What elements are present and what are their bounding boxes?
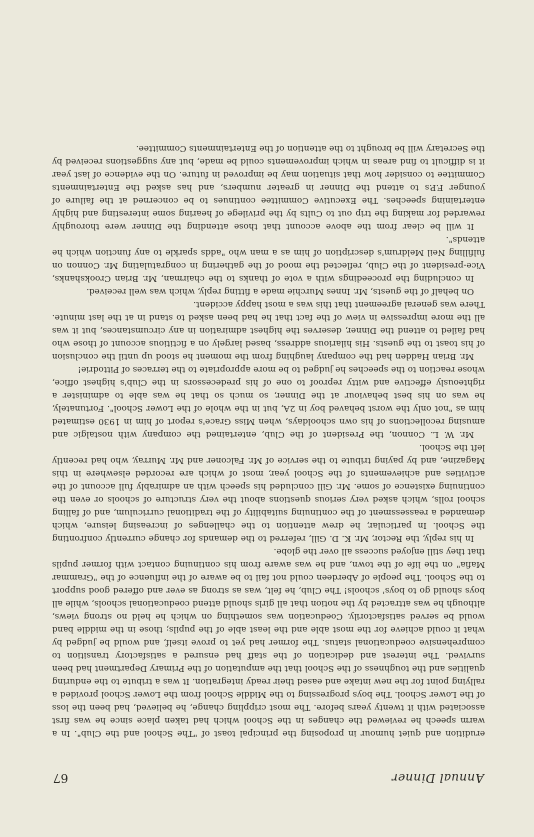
paragraph: Mr. Brian Hadden had the company laughing from the moment he stood up until the conclusion of his toast to the guests. His hilarious address, based largely on a fictitious account of those who had failed to attend the Dinner, deserves the highest admiration in any circumstances, but it was all the more impressive in view of the fact that he had been asked to stand in at the last minute. There was general agreement that this was a most happy accident. <box>52 299 485 361</box>
paragraph: Mr. W. L. Connon, the President of the Club, entertained the company with nostalgic and amusing recollections of his own schooldays, when Miss Grace's report of him in 1930 estimated him as "not only the worst behaved boy in 2A, but in the whole of the Lower School". Fortunately, he was on his best behaviour at the Dinner, so much so that he was able to administer a righteously effective and witty reproof to one of his predecessors in the Club's highest office, whose reaction to the speeches he judged to be more appropriate to the terraces of Pittodrie! <box>52 364 485 439</box>
paragraph: It will be clear from the above account that those attending the Dinner were thoroughly rewarded for making the trip out to Cults by the privilege of hearing some interesting and highly entertaining speeches. The Executive Committee continues to be concerned at the failure of younger F.P.s to attend the Dinner in greater numbers, and has asked the Entertainments Committee to consider how that situation may be improved in future. On the evidence of last year it is difficult to find areas in which improvements could be made, but any suggestions received by the Secretary will be brought to the attention of the Entertainments Committee. <box>52 143 485 231</box>
article-body <box>52 141 485 739</box>
page-number: 67 <box>53 771 69 785</box>
running-title: Annual Dinner <box>391 771 484 785</box>
paragraph: In concluding the proceedings with a vote of thanks to the chairman, Mr. Brian Crookshanks, Vice-president of the Club, reflected the mood of the gathering in congratulating Mr. Connon on fulfilling Neil Meldrum's description of him as a man who "adds sparkle to any function which he attends". <box>52 234 485 283</box>
paragraph: In his reply, the Rector, Mr. K. D. Gill, referred to the demands for change currently confronting the School. In particular, he drew attention to the challenges of increasing leisure, which demanded a reassessment of the continuing suitability of the traditional curriculum, and of falling school rolls, which asked very serious questions about the very structure of schools or even the continuing existence of some. Mr. Gill concluded his speech with an admirably full account of the activities and achievements of the School year, most of which are recorded elsewhere in this Magazine, and by paying tribute to the service of Mr. Falconer and Mr. Murray, who had recently left the School. <box>52 442 485 543</box>
paragraph: erudition and quiet humour in proposing the principal toast of "The School and the Club". In a warm speech he reviewed the changes in the School which had taken place since he was first associated with it twenty years before. The most crippling change, he believed, had been the loss of the Lower School. The boys progressing to the Middle School from the Lower School provided a rallying point for the new intake and eased their ready integration. It was a tribute to the enduring qualities and the toughness of the School that the amputation of the Primary Department had been survived. The interest and dedication of the staff had ensured a satisfactory transition to comprehensive coeducational status. The former had yet to prove itself, and would be judged by what it could achieve for the most able and the least able of the pupils; those in the middle band would be served satisfactorily. Coeducation was something on which he held no strong views, although he was attracted by the notion that all girls should attend coeducational schools, while all boys should go to boys' schools! The Club, he felt, was as strong as ever and offered good support to the School. The people of Aberdeen could not fail to be aware of the influence of the "Grammar Mafia" on the life of the town, and he was aware from his continuing contact with former pupils that they still enjoyed success all over the globe. <box>52 546 485 738</box>
running-header <box>53 767 484 785</box>
paragraph: On behalf of the guests, Mr. Innes Murchie made a fitting reply, which was well received. <box>86 286 474 296</box>
